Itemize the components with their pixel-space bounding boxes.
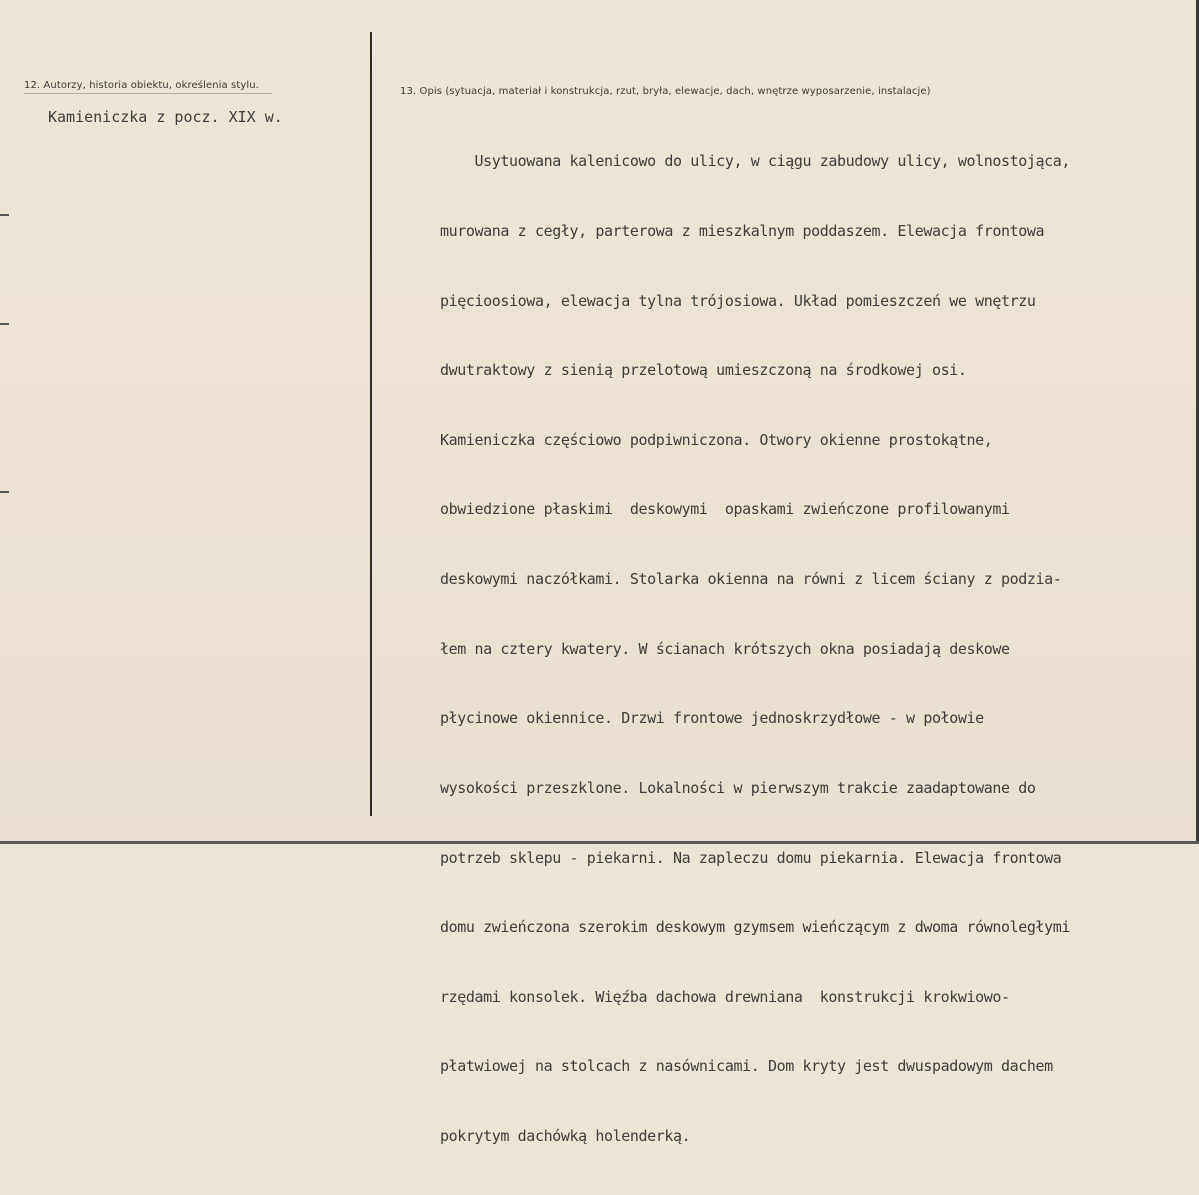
description-line: wysokości przeszklone. Lokalności w pierwszym trakcie zaadaptowane do	[440, 778, 1036, 797]
description-line: murowana z cegły, parterowa z mieszkalnym poddaszem. Elewacja frontowa	[440, 222, 1045, 241]
description-line: Usytuowana kalenicowo do ulicy, w ciągu zabudowy ulicy, wolnostojąca,	[440, 152, 1071, 171]
description-line: pięcioosiowa, elewacja tylna trójosiowa. Układ pomieszczeń we wnętrzu	[440, 291, 1036, 310]
column-divider	[370, 32, 372, 816]
description-line: dwutraktowy z sienią przelotową umieszczoną na środkowej osi.	[440, 361, 967, 380]
description-line: łem na cztery kwatery. W ścianach krótszych okna posiadają deskowe	[440, 639, 1010, 658]
section-13-description	[440, 104, 1070, 1195]
section-12-text: Kamieniczka z pocz. XIX w.	[48, 108, 283, 126]
description-line: pokrytym dachówką holenderką.	[440, 1126, 691, 1145]
section-12-label: 12. Autorzy, historia obiektu, określenia stylu.	[24, 80, 259, 91]
description-line: rzędami konsolek. Więźba dachowa drewniana konstrukcji krokwiowo-	[440, 987, 1010, 1006]
margin-tick	[0, 491, 9, 493]
description-line: płatwiowej na stolcach z nasównicami. Dom kryty jest dwuspadowym dachem	[440, 1057, 1053, 1076]
margin-tick	[0, 214, 9, 216]
description-line: płycinowe okiennice. Drzwi frontowe jednoskrzydłowe - w połowie	[440, 709, 984, 728]
description-line: obwiedzione płaskimi deskowymi opaskami zwieńczone profilowanymi	[440, 500, 1010, 519]
description-line: deskowymi naczółkami. Stolarka okienna na równi z licem ściany z podzia-	[440, 570, 1062, 589]
section-12-underline	[24, 93, 272, 94]
description-line: Kamieniczka częściowo podpiwniczona. Otwory okienne prostokątne,	[440, 430, 993, 449]
description-line: domu zwieńczona szerokim deskowym gzymsem wieńczącym z dwoma równoległymi	[440, 918, 1071, 937]
description-line: potrzeb sklepu - piekarni. Na zapleczu domu piekarnia. Elewacja frontowa	[440, 848, 1062, 867]
margin-tick	[0, 323, 9, 325]
section-13-label: 13. Opis (sytuacja, materiał i konstrukcja, rzut, bryła, elewacje, dach, wnętrze wyposarzenie, instalacje)	[400, 86, 931, 97]
